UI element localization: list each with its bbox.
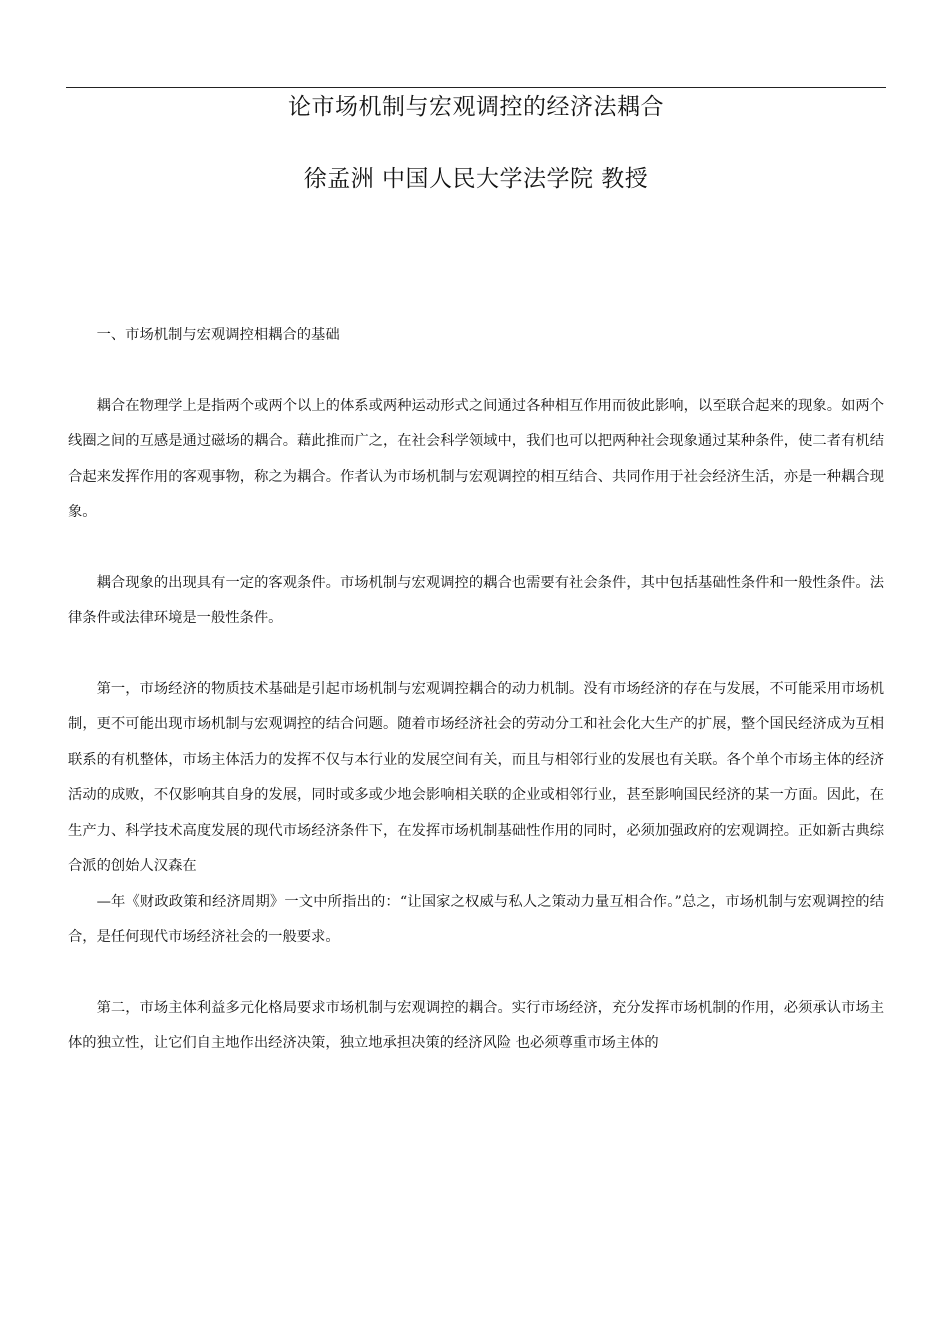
paragraph: 耦合在物理学上是指两个或两个以上的体系或两种运动形式之间通过各种相互作用而彼此影响，以至联合起来的现象。如两个线圈之间的互感是通过磁场的耦合。藉此推而广之，在社会科学领域中，我们也可以把两种社会现象通过某种条件，使二者有机结合起来发挥作用的客观事物，称之为耦合。作者认为市场机制与宏观调控的相互结合、共同作用于社会经济生活，亦是一种耦合现象。 [68, 397, 884, 520]
paragraph: —年《财政政策和经济周期》一文中所指出的：“让国家之权威与私人之策动力量互相合作。”总之，市场机制与宏观调控的结合，是任何现代市场经济社会的一般要求。 [68, 893, 884, 945]
section-heading: 一、市场机制与宏观调控相耦合的基础 [96, 327, 340, 343]
author-line: 徐孟洲 中国人民大学法学院 教授 [303, 166, 649, 192]
paragraph: 第二，市场主体利益多元化格局要求市场机制与宏观调控的耦合。实行市场经济，充分发挥市场机制的作用，必须承认市场主体的独立性，让它们自主地作出经济决策，独立地承担决策的经济风险 也必须尊重市场主体的 [68, 999, 884, 1051]
paragraph: 耦合现象的出现具有一定的客观条件。市场机制与宏观调控的耦合也需要有社会条件，其中包括基础性条件和一般性条件。法律条件或法律环境是一般性条件。 [68, 574, 884, 626]
document-body [68, 318, 884, 1062]
document-title: 论市场机制与宏观调控的经济法耦合 [288, 94, 664, 120]
header-rule [66, 87, 886, 88]
paragraph: 第一，市场经济的物质技术基础是引起市场机制与宏观调控耦合的动力机制。没有市场经济的存在与发展，不可能采用市场机制，更不可能出现市场机制与宏观调控的结合问题。随着市场经济社会的劳动分工和社会化大生产的扩展，整个国民经济成为互相联系的有机整体，市场主体活力的发挥不仅与本行业的发展空间有关，而且与相邻行业的发展也有关联。各个单个市场主体的经济活动的成败，不仅影响其自身的发展，同时或多或少地会影响相关联的企业或相邻行业，甚至影响国民经济的某一方面。因此，在生产力、科学技术高度发展的现代市场经济条件下，在发挥市场机制基础性作用的同时，必须加强政府的宏观调控。正如新古典综合派的创始人汉森在 [68, 680, 884, 874]
